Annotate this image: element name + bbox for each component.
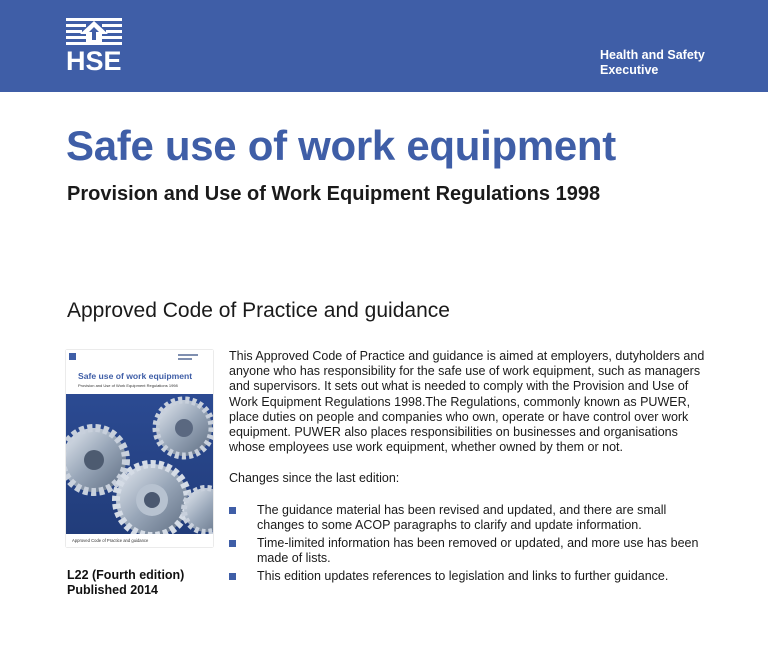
cover-subtitle: Provision and Use of Work Equipment Regulations 1998 <box>78 383 178 388</box>
page-title: Safe use of work equipment <box>66 122 616 169</box>
square-bullet-icon <box>229 540 236 547</box>
square-bullet-icon <box>229 507 236 514</box>
changes-list <box>229 503 709 585</box>
hse-logo-text: HSE <box>66 46 122 76</box>
page-subtitle: Provision and Use of Work Equipment Regulations 1998 <box>67 183 601 205</box>
changes-heading: Changes since the last edition: <box>229 471 400 486</box>
cover-thumbnail <box>66 350 213 547</box>
cover-title: Safe use of work equipment <box>78 371 193 381</box>
intro-paragraph: This Approved Code of Practice and guidance is aimed at employers, dutyholders and anyone who has responsibility for the safe use of work equipment, such as managers and supervisors. It sets out what is needed to comply with the Provision and Use of Work Equipment Regulations 1998.The Regulations, commonly known as PUWER, place duties on people and companies who own, operate or have control over work equipment. PUWER also places responsibilities on businesses and organisations whose employees use work equipment, whether owned by them or not. <box>229 349 705 455</box>
cover-logo-icon <box>69 353 76 360</box>
list-item-text: The guidance material has been revised and updated, and there are small changes to some ACOP paragraphs to clarify and update information. <box>257 502 667 532</box>
list-item <box>229 569 709 584</box>
publication-info <box>67 568 184 598</box>
list-item <box>229 503 709 533</box>
organisation-line-1: Health and Safety <box>600 48 705 62</box>
edition-label: L22 (Fourth edition) <box>67 568 185 582</box>
published-label: Published 2014 <box>67 583 159 597</box>
section-heading: Approved Code of Practice and guidance <box>67 299 450 322</box>
list-item <box>229 536 709 566</box>
organisation-line-2: Executive <box>600 63 659 77</box>
cover-footer: Approved Code of Practice and guidance <box>72 538 149 543</box>
organisation-name <box>600 48 705 78</box>
square-bullet-icon <box>229 573 236 580</box>
description <box>229 349 709 588</box>
header-banner <box>0 0 768 92</box>
list-item-text: Time-limited information has been removed or updated, and more use has been made of lists. <box>257 536 699 566</box>
list-item-text: This edition updates references to legislation and links to further guidance. <box>257 569 669 584</box>
